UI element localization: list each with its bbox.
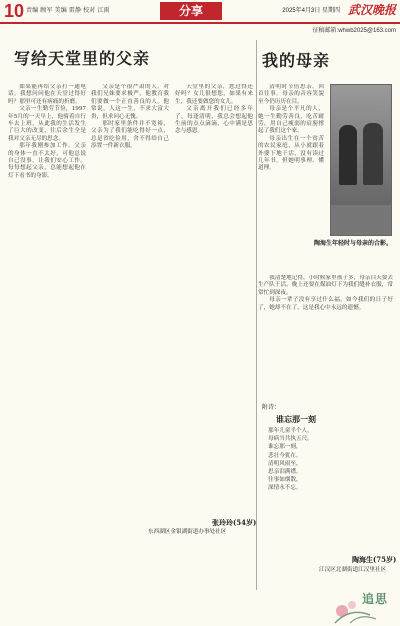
- photo-caption: 陶海生年轻时与母亲的合影。: [314, 240, 393, 247]
- page-number: 10: [4, 1, 25, 21]
- article1-paragraph: 如果能再给父亲打一通电话，我想问问他在天堂过得好吗？那里可还有病痛的折磨。: [8, 84, 86, 105]
- editor-credits: 责编 顾军 美编 雷静 校对 江雨: [26, 8, 110, 14]
- article1-author: 张玲玲(54岁): [212, 518, 257, 527]
- mother-son-photo: [330, 84, 392, 236]
- article1-column-1: [8, 84, 86, 529]
- poem-line: 往事如烟散，: [268, 477, 302, 484]
- article1-paragraph: 父亲一生勤劳节俭，1997年5月的一天早上，他骑着自行车去上班，从此我的生活发生了巨大的改变，往后余生全是我对父亲无尽的思念。: [8, 106, 86, 142]
- article2-title: 我的母亲: [262, 51, 331, 70]
- poem-line: 悲壮今犹在。: [268, 452, 302, 459]
- photo-figure-mother: [339, 125, 357, 185]
- poem-title: 谁忘那一刻: [276, 414, 316, 424]
- article2-author: 陶海生(75岁): [352, 555, 397, 564]
- article2-paragraph: 母亲出生在一个贫苦的农民家庭，从小就跟着外婆下地干活，没有读过几年书，但她明事理、懂道理。: [258, 135, 324, 172]
- article1-title: 写给天堂里的父亲: [14, 49, 151, 68]
- article1-affiliation: 东西湖区金银湖街道办事处社区: [148, 529, 227, 535]
- article1-paragraph: 那年我刚参加工作，父亲的身体一直不太好，可他总说自己没事，让我们安心工作。每每想起父亲，总能想起他在灯下看书的身影。: [8, 143, 86, 179]
- article1-paragraph: 天堂里的父亲，您过得还好吗？女儿很想您，如果有来生，我还要做您的女儿。: [175, 84, 253, 105]
- submission-email: 征稿邮箱:whwb2025@163.com: [312, 28, 396, 34]
- photo-figure-son: [363, 123, 383, 185]
- article2-paragraph: 母亲一辈子没有享过什么福，如今我们的日子好了，她却不在了，这是我心中永远的遗憾。: [258, 297, 393, 311]
- poem-line: 那年儿童半个人，: [268, 428, 313, 434]
- poem-body: [268, 427, 328, 493]
- article2-column-1: [258, 84, 324, 244]
- page-header: [0, 0, 400, 24]
- poem-line: 母病当共执五尺。: [268, 436, 313, 443]
- article1-paragraph: 那时家里条件并不宽裕，父亲为了我们能吃得好一点，总是省吃俭用，舍不得给自己添置一件新衣服。: [91, 121, 169, 150]
- issue-date: 2025年4月3日 星期四: [282, 8, 340, 14]
- article1-paragraph: 父亲离开我们已经多年了，每逢清明，我总会想起他生前的点点滴滴，心中满是思念与感恩。: [175, 106, 253, 135]
- column-divider: [256, 40, 257, 590]
- article2-paragraph: 母亲是个平凡的人，她一生勤劳善良，吃苦耐劳，用自己瘦弱的肩膀撑起了我们这个家。: [258, 106, 324, 135]
- paper-logo: 武汉晚报: [347, 3, 396, 17]
- header-rule: [0, 22, 400, 24]
- poem-line: 思亲泪满襟。: [268, 469, 302, 476]
- article2-affiliation: 江汉区北湖街道江汉里社区: [319, 567, 387, 573]
- article1-paragraph: 父亲是个很严肃的人，对我们兄妹要求极严，他教育我们要做一个正直善良的人。他常说，人这一生，不求大富大贵，但求问心无愧。: [91, 84, 169, 120]
- poem-line: 谁忘那一刻，: [268, 444, 302, 451]
- article2-paragraph: 我清楚地记得，小时候家里孩子多，母亲白天要去生产队干活，晚上还要在煤油灯下为我们缝补衣服，常常忙到深夜。: [258, 275, 393, 296]
- decoration-text: 追思: [361, 592, 388, 606]
- poem-label: 附诗：: [262, 404, 281, 411]
- poem-line: 深情永不忘。: [268, 485, 302, 492]
- poem-line: 清明风雨至，: [268, 460, 302, 467]
- article1-column-2: [91, 84, 169, 529]
- article2-paragraph: 清明时节倍思亲。回首往事，母亲的音容笑貌至今仍历历在目。: [258, 84, 324, 105]
- section-label: 分享: [160, 2, 222, 20]
- article1-column-3: [175, 84, 253, 529]
